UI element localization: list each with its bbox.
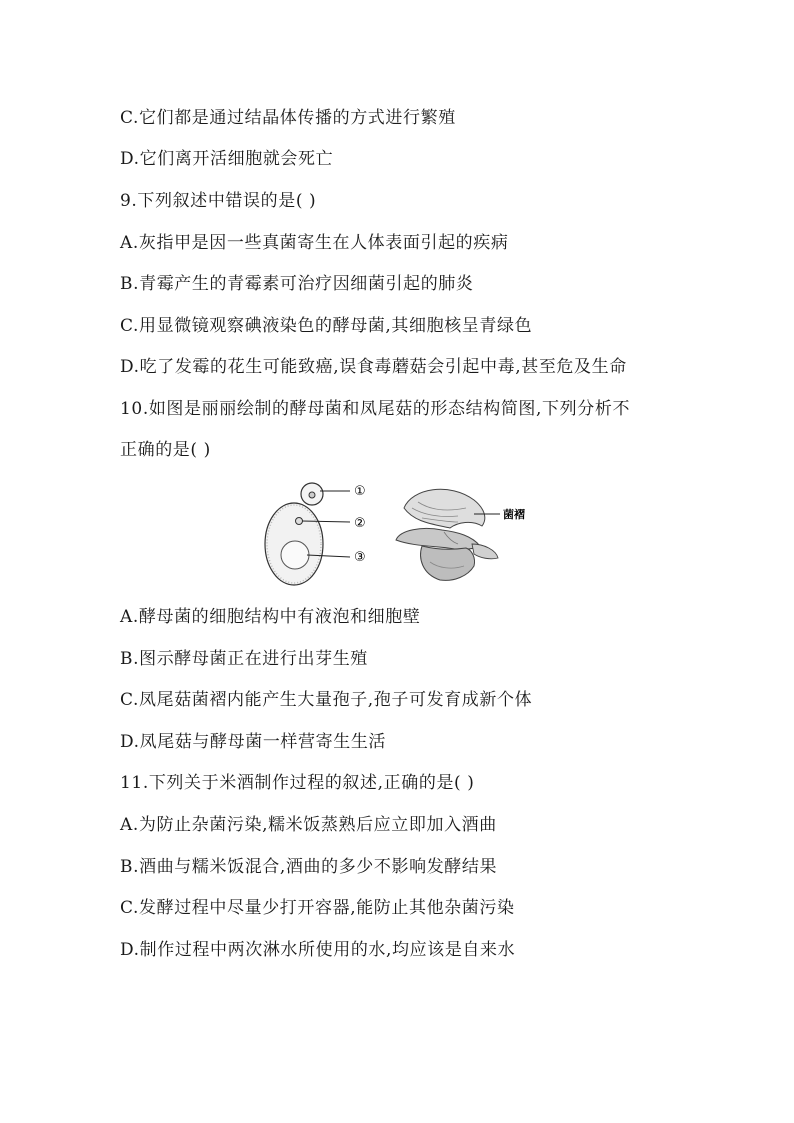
q10-option-c: C.凤尾菇菌褶内能产生大量孢子,孢子可发育成新个体 [120,690,533,710]
yeast-mushroom-figure [262,478,542,586]
figure-illustration [262,478,542,586]
q11-option-c: C.发酵过程中尽量少打开容器,能防止其他杂菌污染 [120,898,515,918]
q10-option-d: D.凤尾菇与酵母菌一样营寄生生活 [120,732,387,752]
q10-option-b: B.图示酵母菌正在进行出芽生殖 [120,649,368,669]
yeast-label-3: ③ [354,550,366,565]
yeast-cell-drawing [265,483,350,585]
q11-option-a: A.为防止杂菌污染,糯米饭蒸熟后应立即加入酒曲 [120,815,497,835]
yeast-label-1: ① [354,484,366,499]
q10-stem-line2: 正确的是( ) [120,440,211,460]
q11-option-d: D.制作过程中两次淋水所使用的水,均应该是自来水 [120,940,516,960]
q9-option-c: C.用显微镜观察碘液染色的酵母菌,其细胞核呈青绿色 [120,316,533,336]
q9-option-d: D.吃了发霉的花生可能致癌,误食毒蘑菇会引起中毒,甚至危及生命 [120,357,627,377]
q10-option-a: A.酵母菌的细胞结构中有液泡和细胞壁 [120,607,421,627]
mushroom-drawing [396,489,500,580]
q11-stem: 11.下列关于米酒制作过程的叙述,正确的是( ) [120,773,475,793]
yeast-label-2: ② [354,516,366,531]
q8-option-c: C.它们都是通过结晶体传播的方式进行繁殖 [120,108,456,128]
q9-option-b: B.青霉产生的青霉素可治疗因细菌引起的肺炎 [120,274,474,294]
q9-stem: 9.下列叙述中错误的是( ) [120,191,317,211]
mushroom-gill-label: 菌褶 [503,508,525,521]
q9-option-a: A.灰指甲是因一些真菌寄生在人体表面引起的疾病 [120,233,509,253]
q11-option-b: B.酒曲与糯米饭混合,酒曲的多少不影响发酵结果 [120,857,498,877]
q10-stem-line1: 10.如图是丽丽绘制的酵母菌和凤尾菇的形态结构简图,下列分析不 [120,399,631,419]
q8-option-d: D.它们离开活细胞就会死亡 [120,149,334,169]
